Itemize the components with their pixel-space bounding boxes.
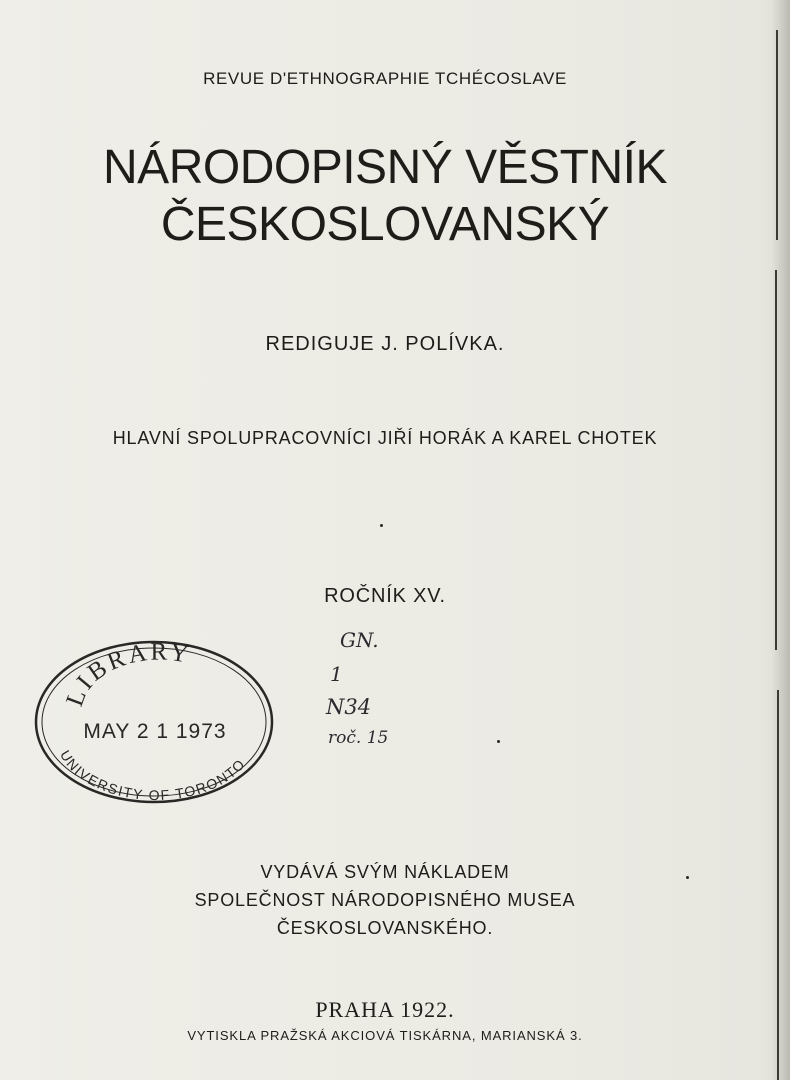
publisher-line-2: SPOLEČNOST NÁRODOPISNÉHO MUSEA: [194, 890, 576, 910]
editor-line: REDIGUJE J. POLÍVKA.: [265, 333, 505, 355]
stamp-bottom-text: UNIVERSITY OF TORONTO: [57, 747, 249, 804]
main-title-line-2: ČESKOSLOVANSKÝ: [160, 198, 610, 251]
publisher-line-3: ČESKOSLOVANSKÉHO.: [276, 918, 494, 938]
volume-number: ROČNÍK XV.: [324, 585, 446, 607]
speck-dot: [380, 524, 383, 527]
stamp-date: MAY 2 1 1973: [83, 720, 227, 743]
speck-dot: [497, 740, 500, 743]
call-number-line-1: GN.: [340, 628, 379, 652]
imprint-place-year: PRAHA 1922.: [315, 997, 455, 1022]
printer-line: VYTISKLA PRAŽSKÁ AKCIOVÁ TISKÁRNA, MARIANSKÁ 3.: [187, 1028, 583, 1043]
publisher-line-1: VYDÁVÁ SVÝM NÁKLADEM: [260, 862, 510, 882]
library-stamp: [30, 636, 280, 808]
binding-edge-line: [775, 270, 777, 650]
main-title-line-1: NÁRODOPISNÝ VĚSTNÍK: [103, 141, 667, 194]
binding-edge-line: [777, 690, 779, 1080]
call-number-line-3: N34: [326, 695, 372, 719]
series-title: REVUE D'ETHNOGRAPHIE TCHÉCOSLAVE: [203, 69, 567, 88]
stamp-top-text: LIBRARY: [61, 638, 194, 710]
call-number-line-2: 1: [330, 662, 343, 686]
binding-edge-line: [776, 30, 778, 240]
collaborators-line: HLAVNÍ SPOLUPRACOVNÍCI JIŘÍ HORÁK A KAREL CHOTEK: [112, 428, 658, 448]
call-number-line-4: roč. 15: [328, 728, 389, 748]
